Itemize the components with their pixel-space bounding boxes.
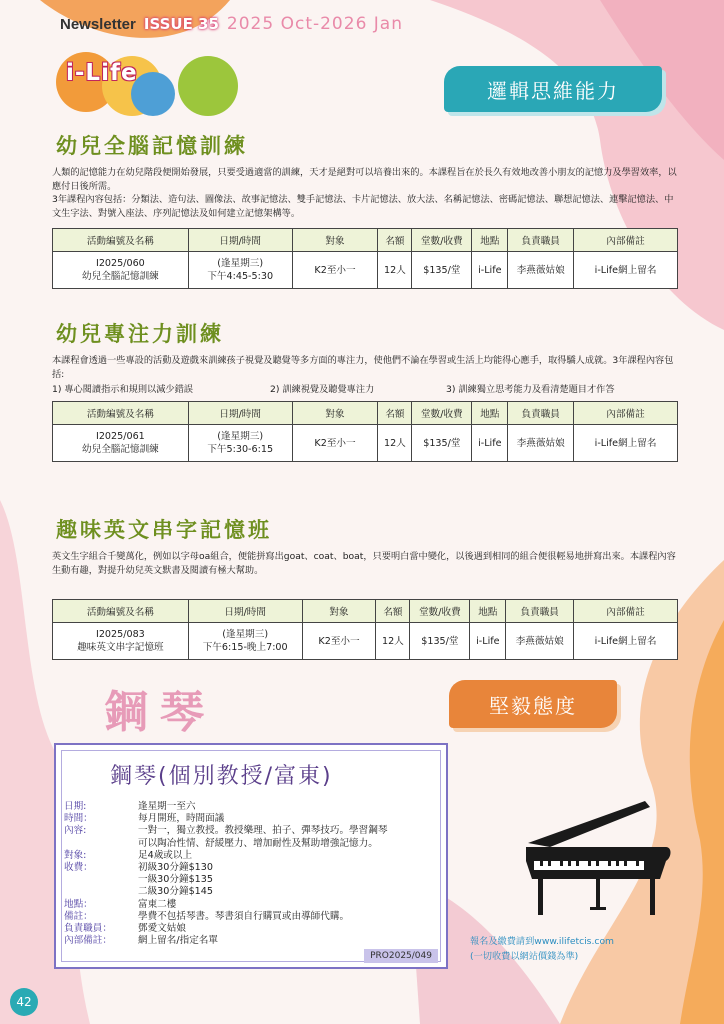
course-description (52, 354, 678, 395)
cell-code-name: I2025/061 幼兒全腦記憶訓練 (53, 425, 189, 462)
column-header: 內部備註 (574, 229, 678, 252)
newsletter-header (60, 14, 403, 34)
cell-quota: 12人 (378, 252, 412, 289)
cell-code-name: I2025/060 幼兒全腦記憶訓練 (53, 252, 189, 289)
table-header-row (53, 600, 678, 623)
course-title: 趣味英文串字記憶班 (56, 518, 272, 542)
detail-row: 備註： 學費不包括琴書。琴書須自行購買或由導師代購。 (64, 910, 350, 922)
cell-remark: i-Life網上留名 (574, 623, 678, 660)
table-row (53, 425, 678, 462)
detail-row: 內部備註： 網上留名/指定名單 (64, 935, 218, 947)
cell-staff: 李燕薇姑娘 (506, 623, 574, 660)
detail-row: 收費： 初級30分鐘$130 (64, 862, 213, 874)
logic-thinking-tag: 邏輯思維能力 (444, 66, 662, 112)
piano-course-code: PRO2025/049 (364, 949, 438, 963)
course-table (52, 228, 678, 289)
column-header: 對象 (302, 600, 376, 623)
cell-datetime: (逢星期三) 下午6:15-晚上7:00 (188, 623, 302, 660)
cell-venue: i-Life (472, 425, 508, 462)
column-header: 對象 (292, 402, 378, 425)
course-title: 幼兒全腦記憶訓練 (56, 134, 248, 158)
detail-row: 可以陶冶性情、舒緩壓力、增加耐性及幫助增強記憶力。 (138, 837, 378, 849)
cell-fee: $135/堂 (410, 623, 470, 660)
objective-item: 2) 訓練視覺及聽覺專注力 (270, 384, 375, 395)
piano-details (64, 801, 428, 947)
detail-row: 日期: 逢星期一至六 (64, 801, 196, 812)
registration-note (470, 934, 614, 964)
column-header: 內部備註 (574, 600, 678, 623)
column-header: 日期/時間 (188, 229, 292, 252)
column-header: 堂數/收費 (410, 600, 470, 623)
piano-section-title: 鋼琴 (104, 687, 216, 738)
cell-quota: 12人 (376, 623, 410, 660)
description-paragraph: 人類的記憶能力在幼兒階段便開始發展，只要受過適當的訓練，天才是絕對可以培養出來的。本課程旨在於長久有效地改善小朋友的記憶力及學習效率，以應付日後所需。 (52, 167, 677, 192)
column-header: 地點 (472, 402, 508, 425)
grand-piano-icon (510, 795, 680, 925)
cell-datetime: (逢星期三) 下午4:45-5:30 (188, 252, 292, 289)
column-header: 負責職員 (508, 402, 574, 425)
cell-remark: i-Life網上留名 (574, 252, 678, 289)
registration-line: (一切收費以網站價錢為準) (470, 951, 579, 962)
cell-venue: i-Life (470, 623, 506, 660)
newsletter-label: Newsletter (60, 16, 136, 33)
persistence-tag: 堅毅態度 (449, 680, 617, 728)
column-header: 活動編號及名稱 (53, 600, 189, 623)
column-header: 負責職員 (506, 600, 574, 623)
piano-course-heading: 鋼琴(個別教授/富東) (110, 764, 333, 789)
cell-staff: 李燕薇姑娘 (508, 425, 574, 462)
cell-remark: i-Life網上留名 (574, 425, 678, 462)
detail-row: 二級30分鐘$145 (138, 886, 213, 898)
description-paragraph: 3年課程內容包括：分類法、造句法、圖像法、故事記憶法、雙手記憶法、卡片記憶法、放大法、名稱記憶法、密碼記憶法、聯想記憶法、連擊記憶法、中文生字法、對號入座法、序列記憶法及如何建立記憶架構等。 (52, 194, 674, 219)
cell-venue: i-Life (472, 252, 508, 289)
column-header: 負責職員 (508, 229, 574, 252)
cell-target: K2至小一 (292, 425, 378, 462)
column-header: 對象 (292, 229, 378, 252)
description-paragraph: 本課程會透過一些專設的活動及遊戲來訓練孩子視覺及聽覺等多方面的專注力，使他們不論在學習或生活上均能得心應手，取得驕人成就。3年課程內容包括: (52, 355, 674, 380)
table-header-row (53, 402, 678, 425)
course-table (52, 599, 678, 660)
detail-row: 對象: 足4歲或以上 (64, 849, 193, 861)
course-description (52, 550, 678, 577)
detail-row: 負責職員： 鄧愛文姑娘 (64, 923, 186, 935)
piano-course-box (54, 743, 448, 969)
table-row (53, 252, 678, 289)
objective-item: 3) 訓練獨立思考能力及看清楚題目才作答 (446, 384, 615, 395)
column-header: 名額 (376, 600, 410, 623)
detail-row: 時間： 每月開班，時間面議 (64, 813, 225, 825)
table-row (53, 623, 678, 660)
issue-label: ISSUE 35 (143, 15, 219, 33)
issue-period: 2025 Oct-2026 Jan (226, 14, 403, 34)
cell-fee: $135/堂 (412, 252, 472, 289)
column-header: 地點 (470, 600, 506, 623)
page-number: 42 (10, 988, 38, 1016)
column-header: 活動編號及名稱 (53, 229, 189, 252)
detail-row: 內容: 一對一，獨立教授。教授樂理、拍子、彈琴技巧。學習鋼琴 (64, 825, 388, 837)
cell-target: K2至小一 (302, 623, 376, 660)
description-paragraph: 英文生字組合千變萬化，例如以字母oa組合，便能拼寫出goat、coat、boat，只要明白當中變化，以後遇到相同的組合便很輕易地拼寫出來。本課程內容生動有趣，對提升幼兒英文默書及閱讀有極大幫助。 (52, 551, 676, 576)
column-header: 堂數/收費 (412, 229, 472, 252)
table-header-row (53, 229, 678, 252)
cell-staff: 李燕薇姑娘 (508, 252, 574, 289)
column-header: 日期/時間 (188, 402, 292, 425)
objective-item: 1) 專心閱讀指示和規則以減少錯誤 (52, 384, 193, 395)
column-header: 地點 (472, 229, 508, 252)
registration-line: 報名及繳費請到www.ilifetcis.com (470, 936, 615, 947)
cell-quota: 12人 (378, 425, 412, 462)
course-title: 幼兒專注力訓練 (56, 322, 224, 346)
column-header: 名額 (378, 229, 412, 252)
objectives-row (52, 381, 678, 395)
cell-datetime: (逢星期三) 下午5:30-6:15 (188, 425, 292, 462)
course-table (52, 401, 678, 462)
column-header: 日期/時間 (188, 600, 302, 623)
ilife-logo: i-Life (66, 60, 138, 86)
cell-fee: $135/堂 (412, 425, 472, 462)
cell-code-name: I2025/083 趣味英文串字記憶班 (53, 623, 189, 660)
detail-row: 地點： 富東二樓 (64, 898, 177, 910)
cell-target: K2至小一 (292, 252, 378, 289)
column-header: 內部備註 (574, 402, 678, 425)
detail-row: 一級30分鐘$135 (138, 874, 213, 886)
column-header: 名額 (378, 402, 412, 425)
column-header: 堂數/收費 (412, 402, 472, 425)
course-description (52, 166, 678, 220)
column-header: 活動編號及名稱 (53, 402, 189, 425)
